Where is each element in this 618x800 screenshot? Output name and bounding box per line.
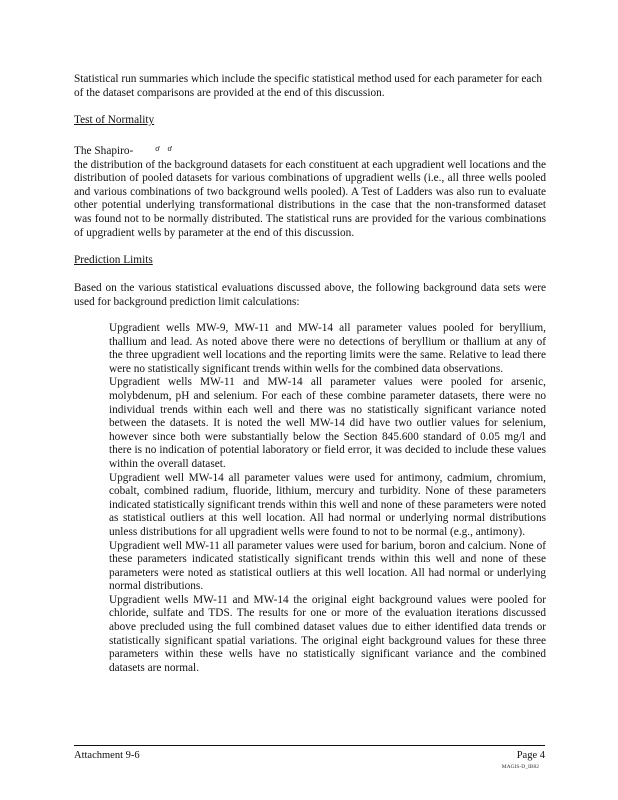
list-item: Upgradient wells MW-11 and MW-14 all parameter values were pooled for arsenic, molybdenum, pH and selenium. For each of these combine parameter datasets, there were no individual trends within each well and there was no statistically significant variance noted between the datasets. It is noted the well MW-14 did have two outlier values for selenium, however since both were substantially below the Section 845.600 standard of 0.05 mg/l and there is no indication of potential laboratory or field error, it was decided to include these values within the overall dataset. [109,376,546,470]
footer-attachment-label: Attachment 9-6 [74,750,140,761]
footer-document-code: MAGIS-D_IB82 [501,764,539,770]
prediction-intro: Based on the various statistical evaluations discussed above, the following background data sets were used for background prediction limit calculations: [74,282,546,308]
list-item: Upgradient well MW-14 all parameter values were used for antimony, cadmium, chromium, cobalt, combined radium, fluoride, lithium, mercury and turbidity. None of these parameters indicated statistically significant trends within this well and none of these parameters were noted as statistical outliers at this well location. All had normal or underlying normal distributions unless distributions for all upgradient wells were found to not to be normal (e.g., antimony). [109,471,546,538]
list-item: Upgradient well MW-11 all parameter values were used for barium, boron and calcium. None of these parameters indicated statistically significant trends within this well and none of these parameters were noted as statistical outliers at this well location. All had normal or underlying normal distributions. [109,539,546,593]
normality-heading: Test of Normality [74,114,155,126]
footer-page-number: Page 4 [516,750,545,761]
prediction-list [109,322,546,675]
list-item: Upgradient wells MW-11 and MW-14 the original eight background values were pooled for chloride, sulfate and TDS. The results for one or more of the evaluation iterations discussed above precluded using the full combined dataset values due to either identified data trends or statistically significant spatial variations. The original eight background values for these three parameters within these wells have no statistically significant variance and the combined datasets are normal. [109,593,546,674]
normality-line-start: The Shapiro- [74,145,134,157]
prediction-heading: Prediction Limits [74,254,153,266]
list-item: Upgradient wells MW-9, MW-11 and MW-14 all parameter values pooled for beryllium, thallium and lead. As noted above there were no detections of beryllium or thallium at any of the three upgradient well locations and the reporting limits were the same. Relative to lead there were no statistically significant trends within wells for the combined data observations. [109,322,546,375]
normality-paragraph [74,142,546,240]
footer-divider [74,745,545,746]
normality-text: the distribution of the background datasets for each constituent at each upgradient well locations and the distribution of pooled datasets for various combinations of upgradient wells (i.e., all three wells pooled and various combinations of two background wells pooled). A Test of Ladders was also run to evaluate other potential underlying transformational distributions in the case that the non-transformed dataset was found not to be normally distributed. The statistical runs are provided for the various combinations of upgradient wells by parameter at the end of this discussion. [74,158,546,239]
garbled-glyphs: ơ ơ [155,144,175,153]
intro-paragraph: Statistical run summaries which include the specific statistical method used for each parameter for each of the dataset comparisons are provided at the end of this discussion. [74,73,543,99]
